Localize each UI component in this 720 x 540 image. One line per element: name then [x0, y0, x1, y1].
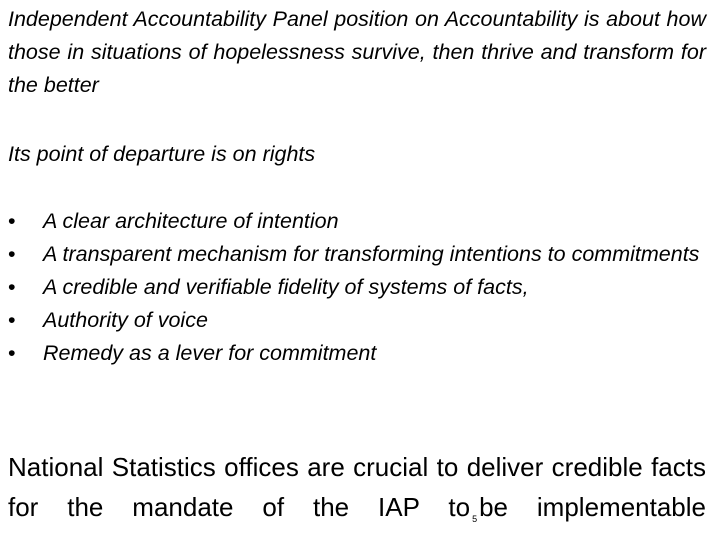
- bullet-text: A clear architecture of intention: [43, 209, 339, 233]
- bullet-icon: •: [8, 308, 16, 332]
- closing-text-end: be implementable: [479, 492, 706, 522]
- list-item: [8, 304, 706, 337]
- bullet-icon: •: [8, 242, 16, 266]
- departure-statement: Its point of departure is on rights: [8, 142, 316, 166]
- bullet-text: Authority of voice: [43, 308, 208, 332]
- bullet-icon: •: [8, 341, 16, 365]
- list-item: [8, 238, 706, 271]
- bullet-list: [8, 205, 706, 370]
- bullet-icon: •: [8, 209, 16, 233]
- bullet-text: A credible and verifiable fidelity of systems of facts,: [43, 275, 529, 299]
- list-item: [8, 205, 706, 238]
- list-item: [8, 337, 706, 370]
- closing-text-start: National Statistics offices are crucial to deliver credible facts for the mandate of the IAP to: [8, 452, 706, 522]
- bullet-text: Remedy as a lever for commitment: [43, 341, 377, 365]
- slide-number: 5: [472, 514, 478, 525]
- list-item: [8, 271, 706, 304]
- intro-paragraph: Independent Accountability Panel position on Accountability is about how those in situations of hopelessness survive, then thrive and transform for the better: [8, 7, 706, 97]
- bullet-icon: •: [8, 275, 16, 299]
- closing-paragraph: [8, 447, 706, 539]
- bullet-text: A transparent mechanism for transforming intentions to commitments: [43, 242, 700, 266]
